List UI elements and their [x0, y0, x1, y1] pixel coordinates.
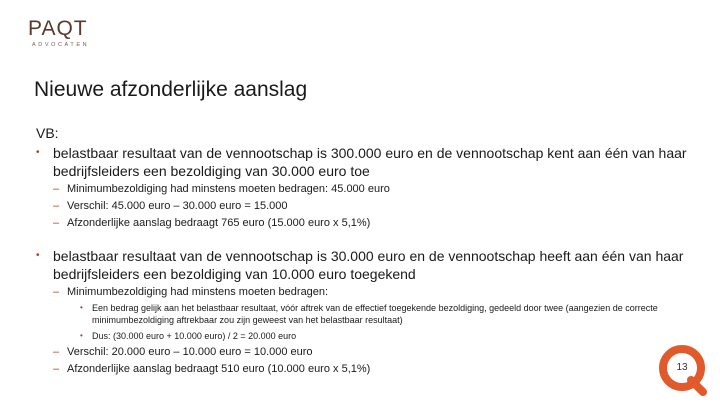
- nested-item: [80, 330, 696, 342]
- sub-item: [53, 200, 696, 213]
- bullet-marker: •: [80, 303, 83, 312]
- example-2-bullet: [36, 247, 696, 283]
- sub-item-text: Minimumbezoldiging had minstens moeten bedragen: 45.000 euro: [67, 183, 390, 195]
- nested-item-text: Dus: (30.000 euro + 10.000 euro) / 2 = 20.000 euro: [92, 331, 297, 341]
- dash-marker: –: [53, 183, 60, 195]
- slide-content: [36, 124, 696, 380]
- sub-item-text: Afzonderlijke aanslag bedraagt 765 euro (15.000 euro x 5,1%): [67, 217, 371, 229]
- nested-list: [80, 302, 696, 342]
- bullet-text: belastbaar resultaat van de vennootschap is 30.000 euro en de vennootschap heeft aan één van haar bedrijfsleiders een bezoldiging van 10.000 euro toegekend: [53, 248, 684, 282]
- logo-wordmark: PAQT: [28, 17, 88, 40]
- nested-item: [80, 302, 696, 326]
- dash-marker: –: [53, 200, 60, 212]
- paqt-logo: [28, 18, 108, 48]
- sub-item-text: Minimumbezoldiging had minstens moeten bedragen:: [67, 286, 329, 298]
- dash-marker: –: [53, 363, 60, 375]
- page-number: 13: [676, 362, 688, 373]
- example-label: VB:: [36, 125, 59, 141]
- sub-item-text: Verschil: 45.000 euro – 30.000 euro = 15.000: [67, 200, 288, 212]
- example-1-sublist: [53, 183, 696, 230]
- sub-item-text: Verschil: 20.000 euro – 10.000 euro = 10.000 euro: [67, 346, 313, 358]
- sub-item: [53, 286, 696, 342]
- bullet-marker: •: [80, 331, 83, 340]
- sub-item: [53, 346, 696, 359]
- logo-subtitle: ADVOCATEN: [32, 42, 90, 48]
- bullet-marker: •: [36, 250, 40, 261]
- example-2-sublist: [53, 286, 696, 376]
- dash-marker: –: [53, 286, 60, 298]
- nested-item-text: Een bedrag gelijk aan het belastbaar resultaat, vóór aftrek van de effectief toegekende bezoldiging, gedeeld door twee (aangezien de correcte minimumbezoldiging aftrekbaar zou zijn geweest van het belastbaar resultaat): [92, 303, 658, 325]
- bullet-text: belastbaar resultaat van de vennootschap is 300.000 euro en de vennootschap kent aan één van haar bedrijfsleiders een bezoldiging van 30.000 euro toe: [53, 145, 687, 179]
- sub-item: [53, 183, 696, 196]
- slide-title: Nieuwe afzonderlijke aanslag: [34, 78, 308, 101]
- example-1-bullet: [36, 144, 696, 180]
- sub-item: [53, 217, 696, 230]
- bullet-marker: •: [36, 147, 40, 158]
- sub-item-text: Afzonderlijke aanslag bedraagt 510 euro (10.000 euro x 5,1%): [67, 363, 371, 375]
- dash-marker: –: [53, 217, 60, 229]
- sub-item: [53, 363, 696, 376]
- dash-marker: –: [53, 346, 60, 358]
